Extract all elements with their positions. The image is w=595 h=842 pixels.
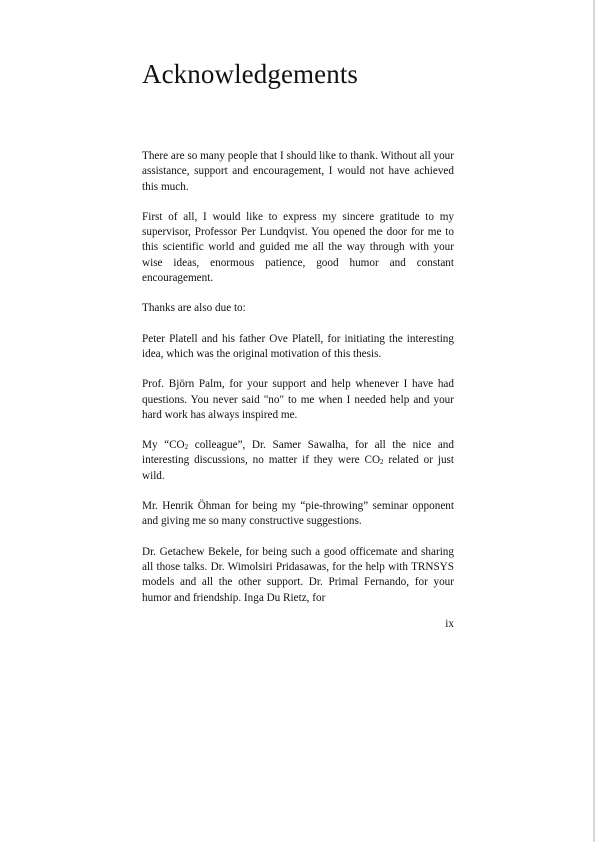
subscript-2: 2 xyxy=(184,443,189,452)
body-text xyxy=(142,149,454,606)
sawalha-text-2: colleague”, Dr. Samer Sawalha, for all the nice and interesting discussions, no matter if they were CO xyxy=(142,439,454,467)
sawalha-text-3: related or just wild. xyxy=(142,454,454,482)
paragraph-colleagues: Dr. Getachew Bekele, for being such a good officemate and sharing all those talks. Dr. Wimolsiri Pridasawas, for the help with TRNSYS models and all the other support. Dr. Primal Fernando, for your humor and friendship. Inga Du Rietz, for xyxy=(142,545,454,604)
paragraph-platell: Peter Platell and his father Ove Platell, for initiating the interesting idea, which was the original motivation of this thesis. xyxy=(142,332,454,360)
sawalha-text-1: My “CO xyxy=(142,439,185,452)
paragraph-ohman: Mr. Henrik Öhman for being my “pie-throwing” seminar opponent and giving me so many constructive suggestions. xyxy=(142,500,454,528)
paragraph-intro: There are so many people that I should like to thank. Without all your assistance, support and encouragement, I would not have achieved this much. xyxy=(142,150,454,193)
paragraph-palm: Prof. Björn Palm, for your support and help whenever I have had questions. You never said "no" to me when I needed help and your hard work has always inspired me. xyxy=(142,378,454,421)
page-content xyxy=(142,58,454,621)
paragraph-sawalha xyxy=(142,438,454,484)
subscript-2: 2 xyxy=(380,458,384,467)
paragraph-thanks-due: Thanks are also due to: xyxy=(142,302,246,315)
page-number: ix xyxy=(445,618,454,630)
paragraph-supervisor: First of all, I would like to express my sincere gratitude to my supervisor, Professor Per Lundqvist. You opened the door for me to this scientific world and guided me all the way through with your wise ideas, enormous patience, good humor and constant encouragement. xyxy=(142,210,454,285)
page-title: Acknowledgements xyxy=(142,59,359,89)
